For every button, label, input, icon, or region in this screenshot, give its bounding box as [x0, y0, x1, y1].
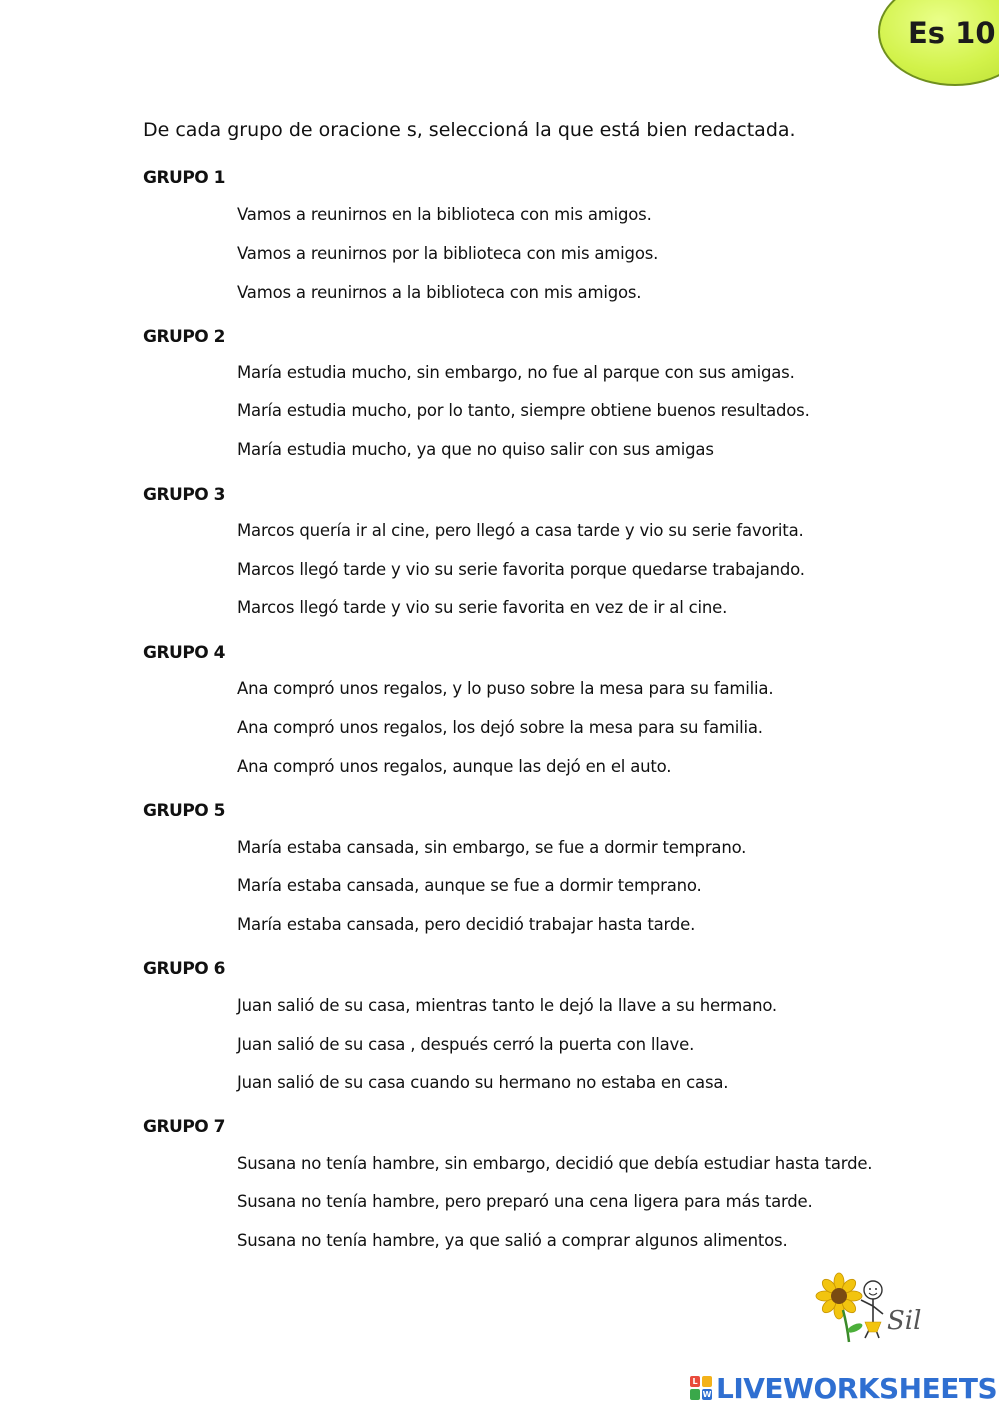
liveworksheets-brand[interactable]: LIVEWORKSHEETS: [716, 1371, 998, 1405]
liveworksheets-footer: [690, 1372, 997, 1404]
group-5-option-2[interactable]: María estaba cansada, aunque se fue a dormir temprano.: [237, 876, 702, 895]
group-5-option-3[interactable]: María estaba cansada, pero decidió trabajar hasta tarde.: [237, 915, 696, 934]
group-4-option-3[interactable]: Ana compró unos regalos, aunque las dejó en el auto.: [237, 757, 672, 776]
group-6-option-2[interactable]: Juan salió de su casa , después cerró la puerta con llave.: [237, 1035, 695, 1054]
group-7-option-2[interactable]: Susana no tenía hambre, pero preparó una cena ligera para más tarde.: [237, 1192, 813, 1211]
lw-icon-cell-1: L: [690, 1376, 700, 1387]
group-4-option-2[interactable]: Ana compró unos regalos, los dejó sobre la mesa para su familia.: [237, 718, 763, 737]
group-4-label: GRUPO 4: [143, 643, 226, 663]
group-2-option-3[interactable]: María estudia mucho, ya que no quiso salir con sus amigas: [237, 440, 714, 459]
group-1-option-3[interactable]: Vamos a reunirnos a la biblioteca con mis amigos.: [237, 283, 642, 302]
group-6-option-1[interactable]: Juan salió de su casa, mientras tanto le dejó la llave a su hermano.: [237, 996, 777, 1015]
group-3-option-2[interactable]: Marcos llegó tarde y vio su serie favorita porque quedarse trabajando.: [237, 560, 805, 579]
group-6-option-3[interactable]: Juan salió de su casa cuando su hermano no estaba en casa.: [237, 1073, 729, 1092]
group-5-option-1[interactable]: María estaba cansada, sin embargo, se fue a dormir temprano.: [237, 838, 747, 857]
group-7-label: GRUPO 7: [143, 1117, 226, 1137]
sunflower-icon: [815, 1270, 945, 1345]
lw-icon-cell-4: W: [702, 1390, 712, 1399]
group-2-label: GRUPO 2: [143, 327, 226, 347]
lw-icon-cell-3: [690, 1389, 700, 1400]
group-2-option-1[interactable]: María estudia mucho, sin embargo, no fue al parque con sus amigas.: [237, 363, 795, 382]
grade-badge-label: Es 10: [908, 16, 996, 50]
group-1-label: GRUPO 1: [143, 168, 226, 188]
group-2-option-2[interactable]: María estudia mucho, por lo tanto, siempre obtiene buenos resultados.: [237, 401, 810, 420]
group-6-label: GRUPO 6: [143, 959, 226, 979]
liveworksheets-icon: [690, 1376, 712, 1400]
group-3-label: GRUPO 3: [143, 485, 226, 505]
group-3-option-3[interactable]: Marcos llegó tarde y vio su serie favorita en vez de ir al cine.: [237, 598, 728, 617]
instruction-text: De cada grupo de oracione s, seleccioná la que está bien redactada.: [143, 119, 796, 141]
author-signature: Sil: [887, 1306, 922, 1336]
group-7-option-3[interactable]: Susana no tenía hambre, ya que salió a comprar algunos alimentos.: [237, 1231, 788, 1250]
group-3-option-1[interactable]: Marcos quería ir al cine, pero llegó a casa tarde y vio su serie favorita.: [237, 521, 804, 540]
group-5-label: GRUPO 5: [143, 801, 226, 821]
group-7-option-1[interactable]: Susana no tenía hambre, sin embargo, decidió que debía estudiar hasta tarde.: [237, 1154, 873, 1173]
author-logo: [815, 1270, 945, 1345]
group-1-option-1[interactable]: Vamos a reunirnos en la biblioteca con mis amigos.: [237, 205, 652, 224]
group-1-option-2[interactable]: Vamos a reunirnos por la biblioteca con mis amigos.: [237, 244, 659, 263]
group-4-option-1[interactable]: Ana compró unos regalos, y lo puso sobre la mesa para su familia.: [237, 679, 774, 698]
lw-icon-cell-2: [702, 1376, 712, 1387]
